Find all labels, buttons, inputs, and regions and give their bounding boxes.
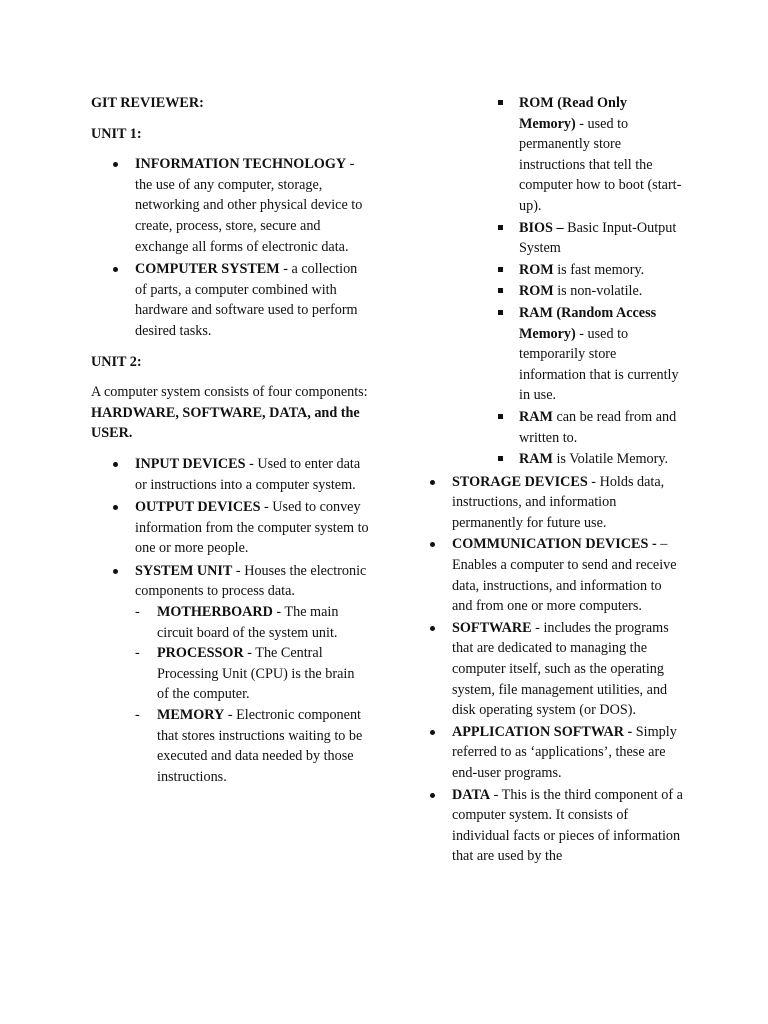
term-description: can be read from and written to. [519,408,677,446]
term-description: - Electronic component that stores instructions waiting to be executed and data needed by those instructions. [157,707,363,785]
unit1-list [91,154,369,341]
square-bullet-icon [498,288,503,293]
term-description: - Used to convey information from the computer system to one or more people. [135,499,369,557]
document-title: GIT REVIEWER: [91,95,204,111]
term: RAM (Random Access Memory) [519,304,657,342]
list-item [135,497,369,559]
components-list [420,472,684,867]
term-description: is fast memory. [553,261,645,278]
square-bullet-icon [498,414,503,419]
term: INPUT DEVICES [135,455,246,472]
term: INFORMATION TECHNOLOGY [135,156,347,173]
unit2-heading: UNIT 2: [91,353,142,370]
term-description: - used to permanently store instructions that tell the computer how to boot (start-up). [519,115,682,214]
term: ROM (Read Only Memory) [519,95,627,132]
term-description: - The Central Processing Unit (CPU) is the brain of the computer. [157,645,355,703]
list-item [135,259,369,341]
term: ROM [519,261,554,278]
right-column [420,93,684,877]
sublist-item [519,260,684,281]
term: SYSTEM UNIT [135,562,233,579]
dash-marker: - [135,645,140,662]
term: RAM [519,451,553,468]
term-description: - This is the third component of a computer system. It consists of individual facts or pieces of information that are used by the [452,786,683,865]
term: SOFTWARE [452,619,532,636]
term-description: - Houses the electronic components to process data. [135,562,367,600]
sublist-item [135,705,369,787]
dash-marker: - [135,604,140,621]
term-description: - Holds data, instructions, and information permanently for future use. [452,473,665,531]
term-description: - Used to enter data or instructions into a computer system. [135,455,361,493]
system-unit-sublist [135,602,369,787]
list-item [452,785,684,867]
square-bullet-icon [498,310,503,315]
list-item [135,561,369,788]
term: MOTHERBOARD [157,604,273,621]
square-bullet-icon [498,267,503,272]
list-item [452,472,684,534]
square-bullet-icon [498,456,503,461]
square-bullet-icon [498,225,503,230]
sublist-item [519,93,684,217]
term: OUTPUT DEVICES [135,499,261,516]
memory-sublist [420,93,684,470]
term: COMPUTER SYSTEM [135,261,280,278]
left-column [91,93,369,797]
unit2-intro [91,382,369,444]
term-description: is non-volatile. [553,283,643,300]
list-item [135,154,369,257]
list-item [452,534,684,616]
sublist-item [519,407,684,448]
sublist-item [135,643,369,705]
intro-text: A computer system consists of four components: [91,384,368,401]
term-description: – Enables a computer to send and receive data, instructions, and information to and from one or more computers. [452,536,677,615]
sublist-item [519,303,684,406]
term: RAM [519,408,553,425]
term: MEMORY [157,707,225,724]
list-item [452,722,684,784]
term-description: - the use of any computer, storage, networking and other physical device to create, process, store, secure and exchange all forms of electronic data. [135,156,363,255]
term-description: - The main circuit board of the system unit. [157,604,339,641]
square-bullet-icon [498,100,503,105]
term: COMMUNICATION DEVICES - [452,536,657,553]
list-item [135,454,369,495]
sublist-item [135,602,369,643]
unit1-heading: UNIT 1: [91,125,142,142]
sublist-item [519,281,684,302]
term: ROM [519,283,554,300]
term: DATA [452,786,491,803]
dash-marker: - [135,707,140,724]
term-description: Basic Input-Output System [519,219,677,257]
term: BIOS – [519,219,564,236]
term: PROCESSOR [157,645,244,662]
intro-bold: HARDWARE, SOFTWARE, DATA, and the USER. [91,404,360,442]
list-item [452,618,684,721]
sublist-item [519,218,684,259]
term-description: - used to temporarily store information that is currently in use. [519,325,679,404]
term-description: is Volatile Memory. [552,451,669,468]
term-description: - a collection of parts, a computer combined with hardware and software used to perform desired tasks. [135,261,358,339]
sublist-item [519,449,684,470]
term-description: - includes the programs that are dedicated to managing the computer itself, such as the operating system, file management utilities, and disk operating system (or DOS). [452,619,669,719]
term-description: Simply referred to as ‘applications’, these are end-user programs. [452,723,677,781]
term: APPLICATION SOFTWAR - [452,723,633,740]
term: STORAGE DEVICES [452,473,588,490]
unit2-list [91,454,369,788]
